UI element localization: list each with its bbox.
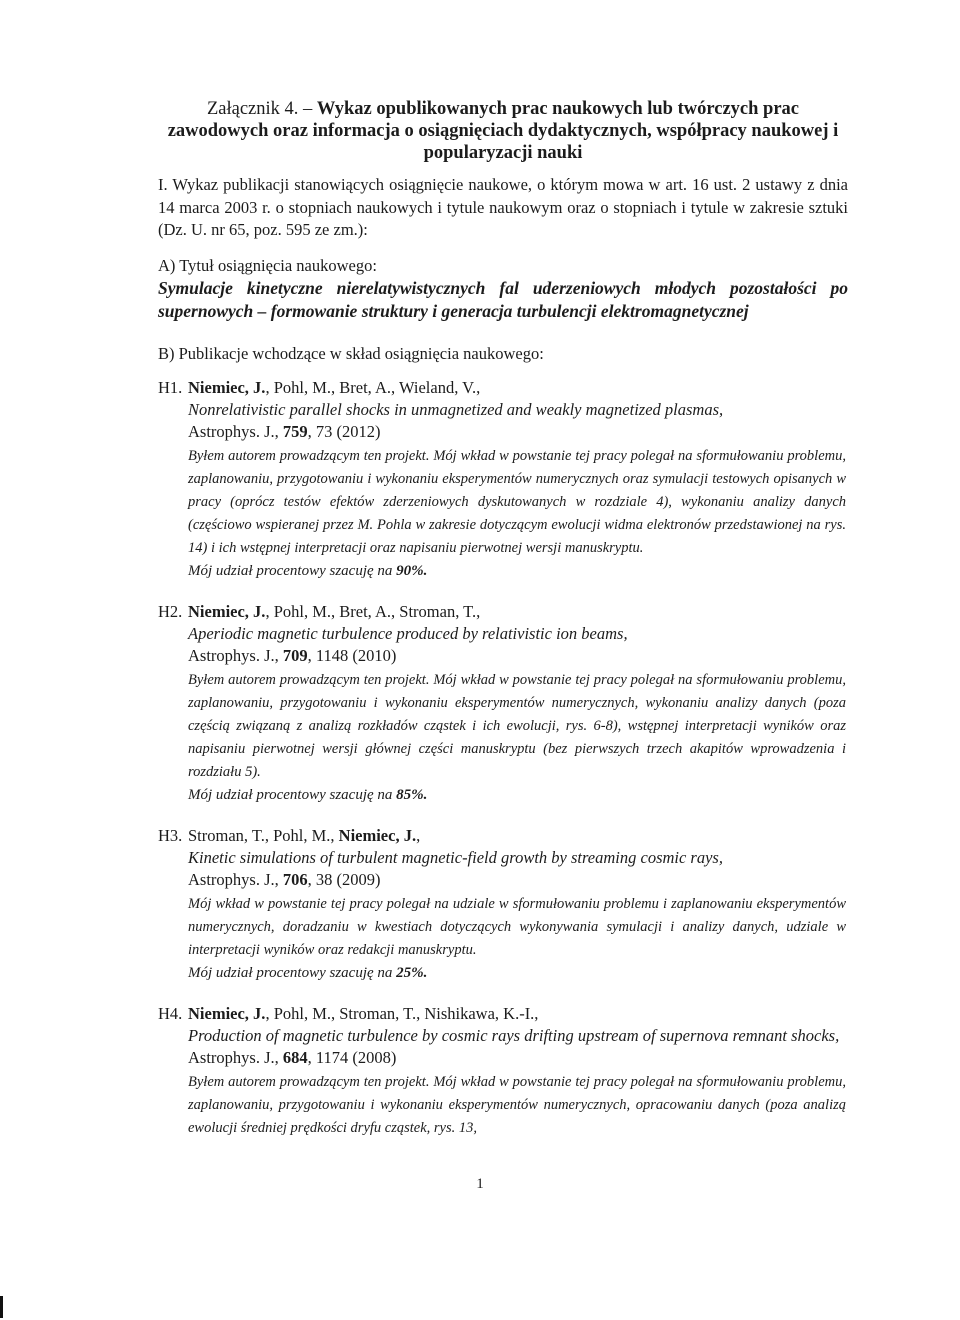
document-title	[158, 98, 848, 164]
publication-number: H2.	[158, 601, 183, 621]
section-b-label: B) Publikacje wchodzące w skład osiągnięcia naukowego:	[158, 343, 544, 363]
achievement-title: Symulacje kinetyczne nierelatywistycznych fal uderzeniowych młodych pozostałości po supernowych – formowanie struktury i generacja turbulencji elektromagnetycznej	[158, 277, 848, 321]
contribution-description: Mój wkład w powstanie tej pracy polegał na udziale w sformułowaniu problemu i zaplanowaniu eksperymentów numerycznych, doradzaniu w kwestiach dotyczących wykonywania symulacji i analizy danych, udziale w interpretacji wyników oraz redakcji manuskryptu.	[188, 895, 846, 958]
publication-authors: Niemiec, J., Pohl, M., Stroman, T., Nishikawa, K.-I.,	[188, 1003, 539, 1023]
publication-volume: 759	[282, 421, 308, 441]
document-page	[158, 98, 848, 1159]
contribution-share: Mój udział procentowy szacuję na 25%.	[188, 964, 428, 981]
section-a-label: A) Tytuł osiągnięcia naukowego:	[158, 255, 377, 275]
publication-authors: Stroman, T., Pohl, M., Niemiec, J.,	[188, 825, 421, 845]
highlighted-author: Niemiec, J.	[188, 601, 266, 621]
publication-item	[158, 377, 848, 582]
publication-authors: Niemiec, J., Pohl, M., Bret, A., Wieland, V.,	[188, 377, 481, 397]
page-number: 1	[476, 1176, 484, 1192]
contribution-description: Byłem autorem prowadzącym ten projekt. Mój wkład w powstanie tej pracy polegał na sformułowaniu problemu, zaplanowaniu, przygotowaniu i wykonaniu eksperymentów numerycznych, opracowaniu danych (poza analizą ewolucji średniej prędkości dryfu cząstek, rys. 13,	[188, 1073, 846, 1136]
contribution-share: Mój udział procentowy szacuję na 85%.	[188, 786, 428, 803]
publication-volume: 706	[282, 869, 308, 889]
publication-journal: Astrophys. J., 684, 1174 (2008)	[188, 1047, 397, 1067]
publication-title: Aperiodic magnetic turbulence produced by relativistic ion beams,	[188, 623, 628, 643]
publication-volume: 709	[282, 645, 308, 665]
publication-authors: Niemiec, J., Pohl, M., Bret, A., Stroman, T.,	[188, 601, 481, 621]
publication-item	[158, 1003, 848, 1140]
publication-number: H1.	[158, 377, 183, 397]
publication-number: H3.	[158, 825, 183, 845]
title-prefix: Załącznik 4. –	[206, 99, 317, 119]
title-bold: Wykaz opublikowanych prac naukowych lub twórczych prac zawodowych oraz informacja o osiągnięciach dydaktycznych, współpracy naukowej i popularyzacji nauki	[167, 99, 839, 163]
publication-title: Kinetic simulations of turbulent magnetic-field growth by streaming cosmic rays,	[188, 847, 723, 867]
contribution-description: Byłem autorem prowadzącym ten projekt. Mój wkład w powstanie tej pracy polegał na sformułowaniu problemu, zaplanowaniu, przygotowaniu i wykonaniu eksperymentów numerycznych oraz symulacji testowych opisanych w pracy (oprócz testów efektów zderzeniowych dyskutowanych w rozdziale 4), wykonaniu analizy danych (częściowo wspieranej przez M. Pohla w zakresie dotyczącym ewolucji widma elektronów przedstawionej na rys. 14) i ich wstępnej interpretacji oraz napisaniu pierwotnej wersji manuskryptu.	[188, 447, 846, 556]
scan-edge-mark	[0, 1296, 3, 1318]
publication-journal: Astrophys. J., 706, 38 (2009)	[188, 869, 381, 889]
share-percent: 90%.	[396, 562, 428, 579]
highlighted-author: Niemiec, J.	[338, 825, 417, 845]
publication-item	[158, 825, 848, 984]
publication-journal: Astrophys. J., 709, 1148 (2010)	[188, 645, 397, 665]
intro-paragraph: I. Wykaz publikacji stanowiących osiągnięcie naukowe, o którym mowa w art. 16 ust. 2 ustawy z dnia 14 marca 2003 r. o stopniach naukowych i tytule naukowym oraz o stopniach i tytule w zakresie sztuki (Dz. U. nr 65, poz. 595 ze zm.):	[158, 175, 848, 239]
highlighted-author: Niemiec, J.	[188, 377, 266, 397]
highlighted-author: Niemiec, J.	[188, 1003, 266, 1023]
section-a	[158, 255, 848, 323]
publication-title: Nonrelativistic parallel shocks in unmagnetized and weakly magnetized plasmas,	[188, 399, 724, 419]
publication-title: Production of magnetic turbulence by cosmic rays drifting upstream of supernova remnant shocks,	[188, 1025, 840, 1045]
publication-volume: 684	[282, 1047, 308, 1067]
share-percent: 25%.	[396, 964, 428, 981]
publication-number: H4.	[158, 1003, 183, 1023]
contribution-share: Mój udział procentowy szacuję na 90%.	[188, 562, 428, 579]
contribution-description: Byłem autorem prowadzącym ten projekt. Mój wkład w powstanie tej pracy polegał na sformułowaniu problemu, zaplanowaniu, przygotowaniu i wykonaniu eksperymentów numerycznych, wykonaniu analizy danych (poza częścią związaną z analizą rozkładów cząstek i ich ewolucji, rys. 6-8), wstępnej interpretacji wyników oraz napisaniu pierwotnej wersji głównej części manuskryptu (bez pierwszych trzech akapitów wprowadzenia i rozdziału 5).	[188, 671, 846, 780]
share-percent: 85%.	[396, 786, 428, 803]
publication-list	[158, 377, 848, 1140]
publication-item	[158, 601, 848, 806]
publication-journal: Astrophys. J., 759, 73 (2012)	[188, 421, 381, 441]
